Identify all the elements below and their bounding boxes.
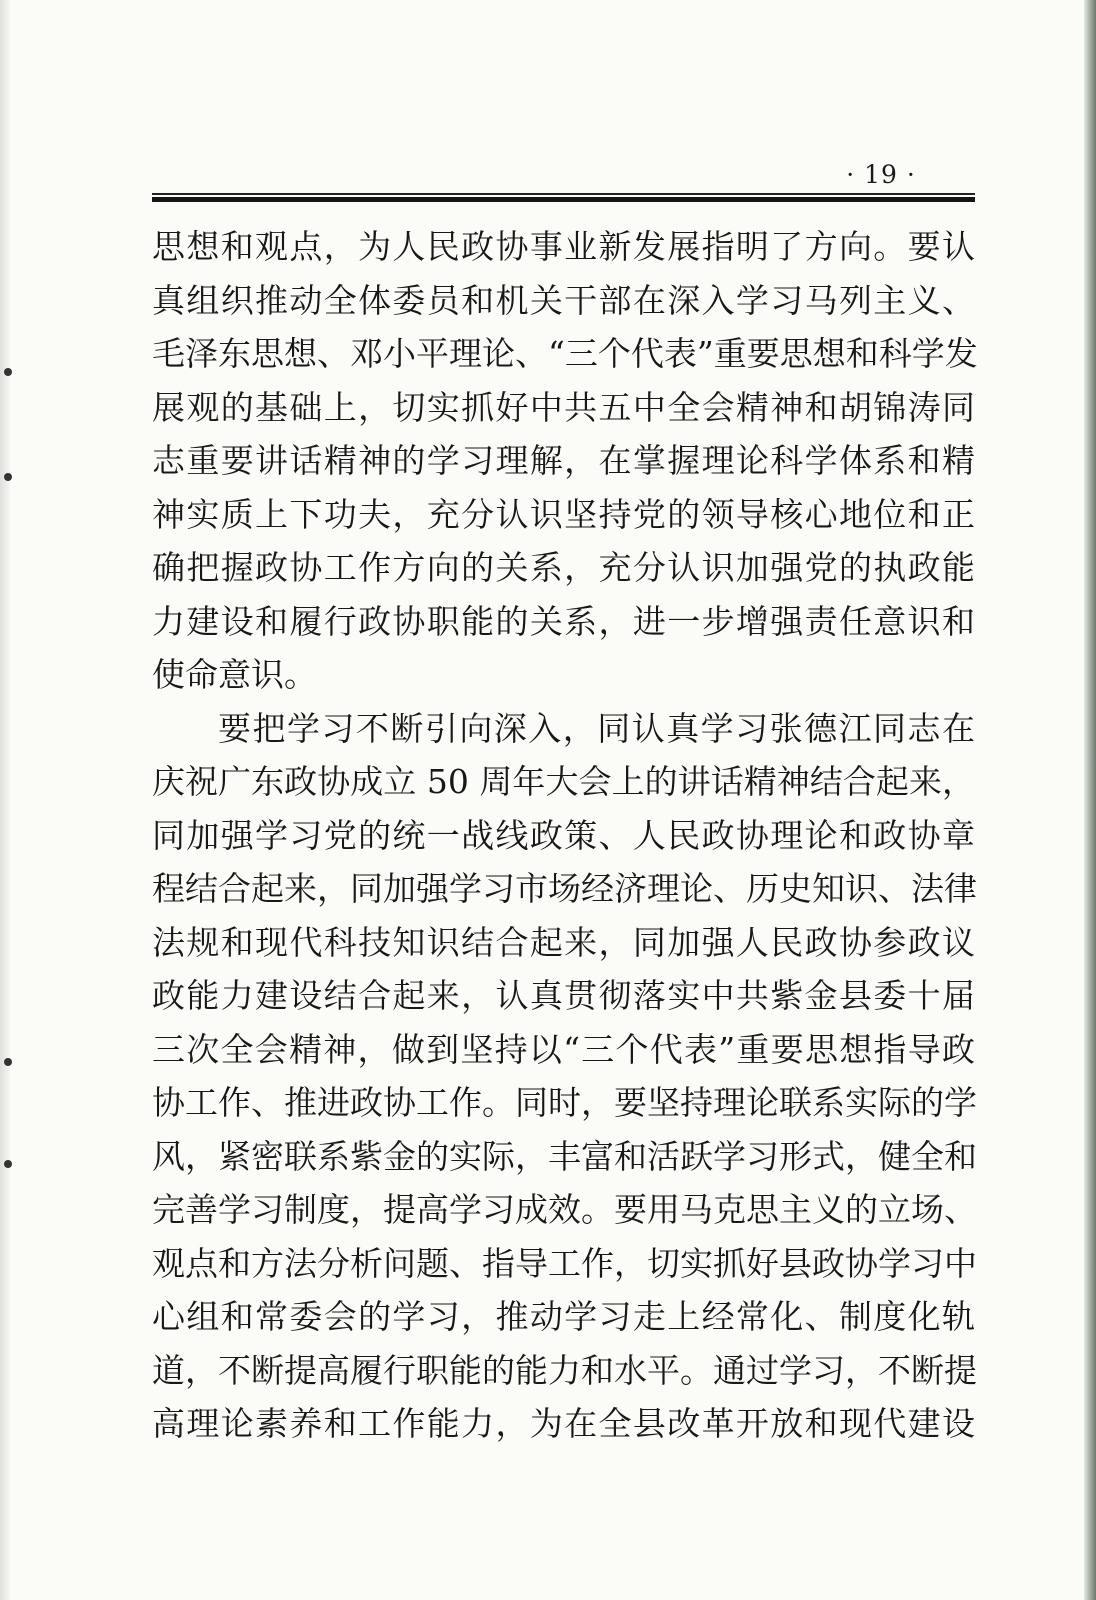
text-line: 政能力建设结合起来，认真贯彻落实中共紫金县委十届 xyxy=(152,976,975,1015)
text-line: 同加强学习党的统一战线政策、人民政协理论和政协章 xyxy=(152,815,975,855)
text-line: 神实质上下功夫，充分认识坚持党的领导核心地位和正 xyxy=(152,494,975,534)
paragraph-1 xyxy=(152,220,978,702)
binding-mark-icon xyxy=(4,473,12,481)
text-line: 确把握政协工作方向的关系，充分认识加强党的执政能 xyxy=(152,548,975,587)
header-rule xyxy=(152,193,975,202)
text-line: 展观的基础上，切实抓好中共五中全会精神和胡锦涛同 xyxy=(152,387,975,427)
text-line: 完善学习制度，提高学习成效。要用马克思主义的立场、 xyxy=(152,1190,977,1229)
text-line: 风，紧密联系紫金的实际，丰富和活跃学习形式，健全和 xyxy=(152,1136,977,1176)
binding-mark-icon xyxy=(4,368,12,376)
text-line: 三次全会精神，做到坚持以“三个代表”重要思想指导政 xyxy=(152,1029,975,1069)
text-line: 道，不断提高履行职能的能力和水平。通过学习，不断提 xyxy=(152,1350,977,1390)
scan-edge-left xyxy=(0,0,10,1600)
text-line: 协工作、推进政协工作。同时，要坚持理论联系实际的学 xyxy=(152,1083,977,1122)
page-number: · 19 · xyxy=(846,160,916,189)
text-line: 真组织推动全体委员和机关干部在深入学习马列主义、 xyxy=(152,280,975,320)
binding-mark-icon xyxy=(4,1058,12,1066)
text-line: 法规和现代科技知识结合起来，同加强人民政协参政议 xyxy=(152,922,975,962)
text-line: 使命意识。 xyxy=(152,655,317,694)
binding-mark-icon xyxy=(4,1160,12,1168)
text-line: 庆祝广东政协成立 50 周年大会上的讲话精神结合起来， xyxy=(152,762,975,801)
body-text xyxy=(152,220,978,1451)
text-line: 高理论素养和工作能力，为在全县改革开放和现代建设 xyxy=(152,1404,975,1443)
scan-edge-right xyxy=(1084,0,1096,1600)
text-line: 思想和观点，为人民政协事业新发展指明了方向。要认 xyxy=(152,227,975,266)
text-line: 观点和方法分析问题、指导工作，切实抓好县政协学习中 xyxy=(152,1243,977,1283)
text-line: 程结合起来，同加强学习市场经济理论、历史知识、法律 xyxy=(152,869,977,908)
paragraph-2 xyxy=(152,702,975,1451)
text-line: 力建设和履行政协职能的关系，进一步增强责任意识和 xyxy=(152,601,975,641)
text-line: 要把学习不断引向深入，同认真学习张德江同志在 xyxy=(218,708,975,748)
text-line: 志重要讲话精神的学习理解，在掌握理论科学体系和精 xyxy=(152,441,975,480)
text-line: 毛泽东思想、邓小平理论、“三个代表”重要思想和科学发 xyxy=(152,334,978,373)
text-line: 心组和常委会的学习，推动学习走上经常化、制度化轨 xyxy=(152,1297,975,1336)
